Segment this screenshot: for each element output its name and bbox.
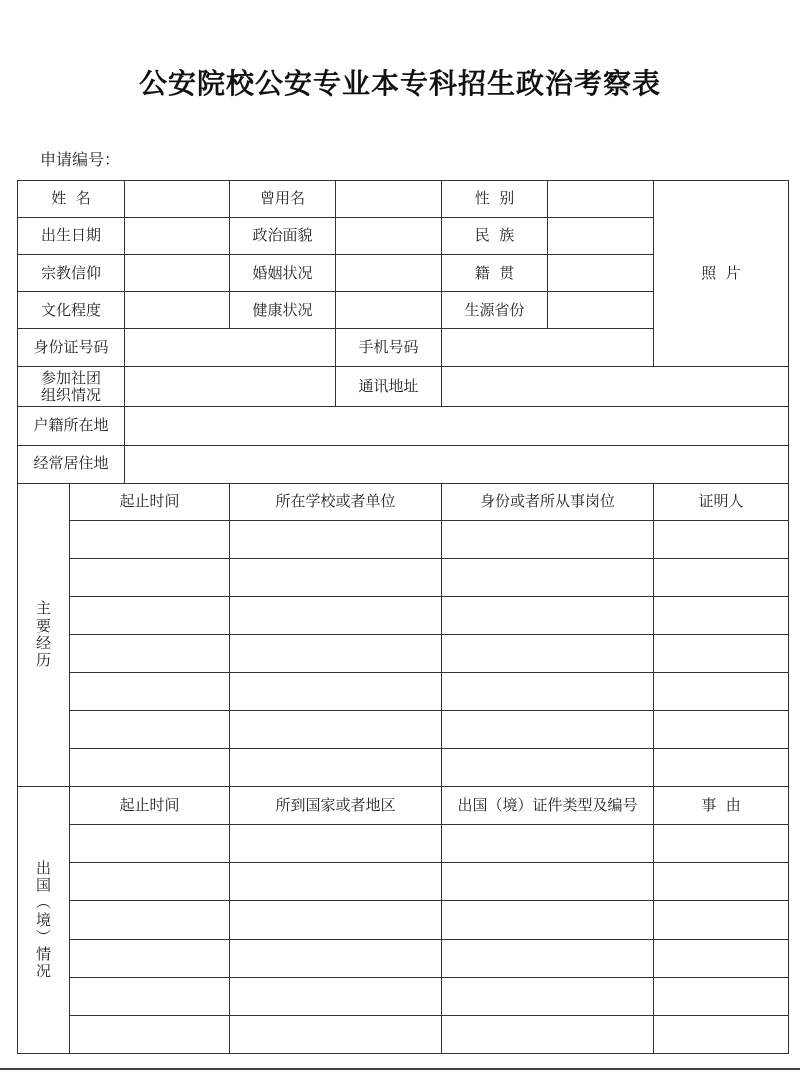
gender-field[interactable] xyxy=(548,181,654,218)
abroad-header-row xyxy=(18,787,789,825)
abroad-period-cell[interactable] xyxy=(70,901,230,939)
mobile-label: 手机号码 xyxy=(336,329,442,367)
experience-header-row xyxy=(18,483,789,520)
abroad-row xyxy=(18,939,789,977)
experience-witness-cell[interactable] xyxy=(654,634,789,672)
experience-period-cell[interactable] xyxy=(70,673,230,711)
mobile-field[interactable] xyxy=(442,329,654,367)
experience-unit-cell[interactable] xyxy=(230,673,442,711)
religion-field[interactable] xyxy=(125,255,230,292)
experience-position-cell[interactable] xyxy=(442,558,654,596)
abroad-period-cell[interactable] xyxy=(70,939,230,977)
page-bottom-divider xyxy=(0,1068,800,1070)
household-registration-field[interactable] xyxy=(125,407,789,445)
experience-position-cell[interactable] xyxy=(442,596,654,634)
experience-period-cell[interactable] xyxy=(70,520,230,558)
health-label: 健康状况 xyxy=(230,292,336,329)
basic-row-8 xyxy=(18,445,789,483)
abroad-country-cell[interactable] xyxy=(230,939,442,977)
id-number-field[interactable] xyxy=(125,329,336,367)
experience-unit-cell[interactable] xyxy=(230,520,442,558)
experience-position-cell[interactable] xyxy=(442,673,654,711)
organizations-field[interactable] xyxy=(125,367,336,407)
experience-unit-cell[interactable] xyxy=(230,749,442,787)
abroad-row xyxy=(18,901,789,939)
former-name-field[interactable] xyxy=(336,181,442,218)
abroad-document-cell[interactable] xyxy=(442,901,654,939)
address-field[interactable] xyxy=(442,367,789,407)
experience-period-cell[interactable] xyxy=(70,596,230,634)
abroad-reason-cell[interactable] xyxy=(654,939,789,977)
abroad-reason-cell[interactable] xyxy=(654,901,789,939)
abroad-period-cell[interactable] xyxy=(70,977,230,1015)
experience-header-school-unit: 所在学校或者单位 xyxy=(230,483,442,520)
experience-header-position: 身份或者所从事岗位 xyxy=(442,483,654,520)
birth-date-field[interactable] xyxy=(125,218,230,255)
abroad-header-period: 起止时间 xyxy=(70,787,230,825)
abroad-period-cell[interactable] xyxy=(70,825,230,863)
residence-label: 经常居住地 xyxy=(18,445,125,483)
experience-row xyxy=(18,634,789,672)
name-label: 姓 名 xyxy=(18,181,125,218)
experience-row xyxy=(18,596,789,634)
experience-header-period: 起止时间 xyxy=(70,483,230,520)
experience-unit-cell[interactable] xyxy=(230,558,442,596)
experience-period-cell[interactable] xyxy=(70,749,230,787)
abroad-row xyxy=(18,863,789,901)
photo-box[interactable]: 照 片 xyxy=(654,181,789,367)
experience-witness-cell[interactable] xyxy=(654,558,789,596)
experience-row xyxy=(18,673,789,711)
abroad-country-cell[interactable] xyxy=(230,1015,442,1053)
education-field[interactable] xyxy=(125,292,230,329)
ethnicity-field[interactable] xyxy=(548,218,654,255)
experience-row xyxy=(18,749,789,787)
basic-row-7 xyxy=(18,407,789,445)
education-label: 文化程度 xyxy=(18,292,125,329)
id-number-label: 身份证号码 xyxy=(18,329,125,367)
political-review-form xyxy=(17,180,789,1054)
experience-row xyxy=(18,520,789,558)
ethnicity-label: 民 族 xyxy=(442,218,548,255)
experience-position-cell[interactable] xyxy=(442,711,654,749)
experience-witness-cell[interactable] xyxy=(654,596,789,634)
experience-period-cell[interactable] xyxy=(70,558,230,596)
experience-period-cell[interactable] xyxy=(70,711,230,749)
address-label: 通讯地址 xyxy=(336,367,442,407)
native-place-field[interactable] xyxy=(548,255,654,292)
form-title: 公安院校公安专业本专科招生政治考察表 xyxy=(138,67,661,100)
political-status-label: 政治面貌 xyxy=(230,218,336,255)
experience-position-cell[interactable] xyxy=(442,749,654,787)
health-field[interactable] xyxy=(336,292,442,329)
basic-row-6 xyxy=(18,367,789,407)
abroad-header-document: 出国（境）证件类型及编号 xyxy=(442,787,654,825)
abroad-period-cell[interactable] xyxy=(70,863,230,901)
experience-witness-cell[interactable] xyxy=(654,520,789,558)
experience-witness-cell[interactable] xyxy=(654,673,789,711)
native-place-label: 籍 贯 xyxy=(442,255,548,292)
experience-witness-cell[interactable] xyxy=(654,711,789,749)
abroad-reason-cell[interactable] xyxy=(654,863,789,901)
application-number-label: 申请编号： xyxy=(40,150,121,169)
abroad-reason-cell[interactable] xyxy=(654,825,789,863)
source-province-field[interactable] xyxy=(548,292,654,329)
marital-status-field[interactable] xyxy=(336,255,442,292)
abroad-document-cell[interactable] xyxy=(442,1015,654,1053)
household-registration-label: 户籍所在地 xyxy=(18,407,125,445)
former-name-label: 曾用名 xyxy=(230,181,336,218)
organizations-label: 参加社团 组织情况 xyxy=(18,367,125,407)
abroad-row xyxy=(18,825,789,863)
abroad-row xyxy=(18,977,789,1015)
experience-header-witness: 证明人 xyxy=(654,483,789,520)
abroad-country-cell[interactable] xyxy=(230,825,442,863)
abroad-row xyxy=(18,1015,789,1053)
source-province-label: 生源省份 xyxy=(442,292,548,329)
political-status-field[interactable] xyxy=(336,218,442,255)
abroad-country-cell[interactable] xyxy=(230,863,442,901)
abroad-section-label: 出 国 ︵ 境 ︶ 情 况 xyxy=(18,787,70,1054)
experience-period-cell[interactable] xyxy=(70,634,230,672)
gender-label: 性 别 xyxy=(442,181,548,218)
abroad-document-cell[interactable] xyxy=(442,825,654,863)
experience-position-cell[interactable] xyxy=(442,634,654,672)
abroad-reason-cell[interactable] xyxy=(654,1015,789,1053)
experience-unit-cell[interactable] xyxy=(230,634,442,672)
abroad-country-cell[interactable] xyxy=(230,901,442,939)
religion-label: 宗教信仰 xyxy=(18,255,125,292)
abroad-reason-cell[interactable] xyxy=(654,977,789,1015)
experience-row xyxy=(18,711,789,749)
abroad-document-cell[interactable] xyxy=(442,863,654,901)
experience-position-cell[interactable] xyxy=(442,520,654,558)
experience-witness-cell[interactable] xyxy=(654,749,789,787)
experience-section-label: 主 要 经 历 xyxy=(18,483,70,787)
abroad-document-cell[interactable] xyxy=(442,939,654,977)
experience-unit-cell[interactable] xyxy=(230,711,442,749)
abroad-period-cell[interactable] xyxy=(70,1015,230,1053)
basic-row-1 xyxy=(18,181,789,218)
abroad-document-cell[interactable] xyxy=(442,977,654,1015)
abroad-country-cell[interactable] xyxy=(230,977,442,1015)
experience-unit-cell[interactable] xyxy=(230,596,442,634)
residence-field[interactable] xyxy=(125,445,789,483)
marital-status-label: 婚姻状况 xyxy=(230,255,336,292)
abroad-header-reason: 事 由 xyxy=(654,787,789,825)
abroad-header-country: 所到国家或者地区 xyxy=(230,787,442,825)
experience-row xyxy=(18,558,789,596)
birth-date-label: 出生日期 xyxy=(18,218,125,255)
name-field[interactable] xyxy=(125,181,230,218)
